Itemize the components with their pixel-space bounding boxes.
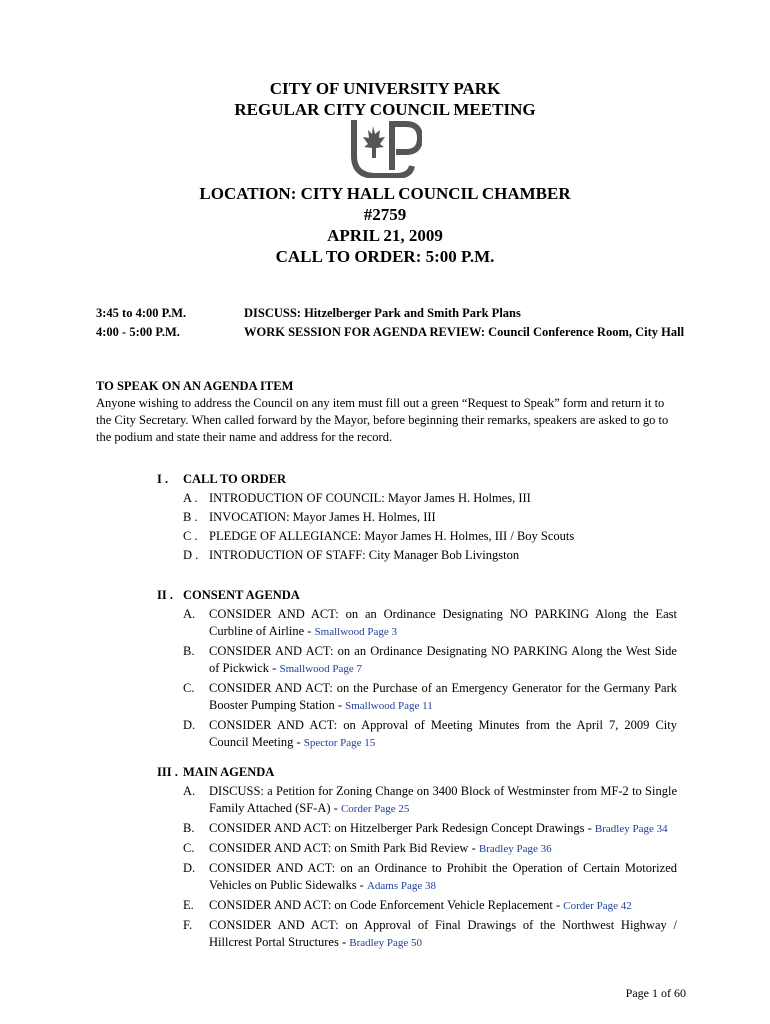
item-text-body: CONSIDER AND ACT: on an Ordinance to Prohibit the Operation of Certain Motorized Vehicles on Public Sidewalks - <box>209 861 677 892</box>
item-text-body: CONSIDER AND ACT: on Code Enforcement Vehicle Replacement - <box>209 898 564 912</box>
item-text-body: INTRODUCTION OF COUNCIL: Mayor James H. Holmes, III <box>209 491 531 505</box>
item-text-body: CONSIDER AND ACT: on Hitzelberger Park Redesign Concept Drawings - <box>209 821 595 835</box>
item-text <box>209 509 677 526</box>
page-reference-link[interactable]: Smallwood Page 7 <box>279 663 362 675</box>
item-letter: A. <box>183 607 196 621</box>
item-letter: D . <box>183 548 199 562</box>
section-number: II . <box>157 588 173 602</box>
agenda-item <box>183 860 677 895</box>
item-text-body: CONSIDER AND ACT: on an Ordinance Designating NO PARKING Along the West Side of Pickwick - <box>209 644 677 675</box>
item-text <box>209 917 677 952</box>
location-heading: LOCATION: CITY HALL COUNCIL CHAMBER <box>199 184 571 203</box>
schedule-row <box>96 305 696 322</box>
item-text-body: CONSIDER AND ACT: on the Purchase of an Emergency Generator for the Germany Park Booster Pumping Station - <box>209 681 677 712</box>
item-text-body: CONSIDER AND ACT: on an Ordinance Designating NO PARKING Along the East Curbline of Airline - <box>209 607 677 638</box>
speak-instructions <box>96 378 676 446</box>
schedule-row <box>96 324 696 341</box>
page-reference-link[interactable]: Corder Page 25 <box>340 803 410 815</box>
item-letter: B . <box>183 510 198 524</box>
page-reference-link[interactable]: Smallwood Page 11 <box>345 700 433 712</box>
agenda-item <box>183 840 677 858</box>
item-text-body: CONSIDER AND ACT: on Approval of Final Drawings of the Northwest Highway / Hillcrest Portal Structures - <box>209 918 677 949</box>
section-heading <box>157 471 677 488</box>
speak-body: Anyone wishing to address the Council on any item must fill out a green “Request to Speak” form and return it to the City Secretary. When called forward by the Mayor, before beginning their remarks, speakers are asked to go to the podium and state their name and address for the record. <box>96 396 669 444</box>
page-reference-link[interactable]: Bradley Page 34 <box>594 823 668 835</box>
section-heading <box>157 587 677 604</box>
agenda-item <box>183 783 677 818</box>
agenda-item <box>183 917 677 952</box>
maple-leaf-icon <box>363 126 385 158</box>
section-consent-agenda <box>157 587 677 754</box>
meeting-title: REGULAR CITY COUNCIL MEETING <box>234 100 536 119</box>
item-letter: A. <box>183 784 196 798</box>
item-text-body: INTRODUCTION OF STAFF: City Manager Bob Livingston <box>209 548 520 562</box>
item-text <box>209 490 677 507</box>
item-text <box>209 860 677 895</box>
section-heading <box>157 764 677 781</box>
item-letter: C. <box>183 841 195 855</box>
section-number: I . <box>157 472 169 486</box>
item-text-body: CONSIDER AND ACT: on Approval of Meeting Minutes from the April 7, 2009 City Council Meeting - <box>209 718 677 749</box>
section-title: CONSENT AGENDA <box>183 588 300 602</box>
item-text <box>209 643 677 678</box>
schedule <box>96 305 696 343</box>
item-letter: C. <box>183 681 195 695</box>
meeting-number: #2759 <box>363 205 407 224</box>
item-letter: B. <box>183 644 195 658</box>
page-reference-link[interactable]: Smallwood Page 3 <box>314 626 398 638</box>
item-letter: C . <box>183 529 198 543</box>
section-main-agenda <box>157 764 677 954</box>
page-reference-link[interactable]: Bradley Page 36 <box>478 843 552 855</box>
item-text <box>209 897 677 915</box>
item-letter: A . <box>183 491 198 505</box>
speak-title: TO SPEAK ON AN AGENDA ITEM <box>96 379 294 393</box>
page-reference-link[interactable]: Bradley Page 50 <box>349 937 422 949</box>
item-letter: F. <box>183 918 193 932</box>
schedule-time: 3:45 to 4:00 P.M. <box>96 306 187 320</box>
item-text-body: DISCUSS: a Petition for Zoning Change on 3400 Block of Westminster from MF-2 to Single Family Attached (SF-A) - <box>209 784 677 815</box>
section-number: III . <box>157 765 178 779</box>
item-letter: B. <box>183 821 195 835</box>
agenda-item <box>183 606 677 641</box>
item-text <box>209 547 677 564</box>
call-to-order-time: CALL TO ORDER: 5:00 P.M. <box>275 247 495 266</box>
section-title: MAIN AGENDA <box>183 765 275 779</box>
page-reference-link[interactable]: Corder Page 42 <box>563 900 632 912</box>
item-text <box>209 606 677 641</box>
agenda-item <box>183 820 677 838</box>
item-letter: D. <box>183 861 196 875</box>
agenda-item <box>183 643 677 678</box>
schedule-desc: DISCUSS: Hitzelberger Park and Smith Park Plans <box>244 306 521 320</box>
item-text <box>209 783 677 818</box>
item-letter: D. <box>183 718 196 732</box>
schedule-time: 4:00 - 5:00 P.M. <box>96 325 180 339</box>
page-reference-link[interactable]: Adams Page 38 <box>366 880 437 892</box>
city-logo <box>350 118 422 178</box>
meeting-date: APRIL 21, 2009 <box>327 226 443 245</box>
agenda-item <box>183 897 677 915</box>
item-text-body: INVOCATION: Mayor James H. Holmes, III <box>209 510 436 524</box>
item-text <box>209 717 677 752</box>
agenda-item <box>183 717 677 752</box>
item-text <box>209 840 677 858</box>
page-number: Page 1 of 60 <box>625 986 686 1000</box>
agenda-item <box>183 509 677 526</box>
item-text <box>209 680 677 715</box>
agenda-item <box>183 528 677 545</box>
item-text <box>209 820 677 838</box>
section-call-to-order <box>157 471 677 566</box>
item-text-body: CONSIDER AND ACT: on Smith Park Bid Review - <box>209 841 479 855</box>
agenda-item <box>183 490 677 507</box>
city-title: CITY OF UNIVERSITY PARK <box>269 79 501 98</box>
agenda-item <box>183 547 677 564</box>
item-letter: E. <box>183 898 194 912</box>
schedule-desc: WORK SESSION FOR AGENDA REVIEW: Council Conference Room, City Hall <box>244 325 685 339</box>
page-reference-link[interactable]: Spector Page 15 <box>303 737 376 749</box>
item-text-body: PLEDGE OF ALLEGIANCE: Mayor James H. Holmes, III / Boy Scouts <box>209 529 575 543</box>
item-text <box>209 528 677 545</box>
section-title: CALL TO ORDER <box>183 472 287 486</box>
agenda-item <box>183 680 677 715</box>
